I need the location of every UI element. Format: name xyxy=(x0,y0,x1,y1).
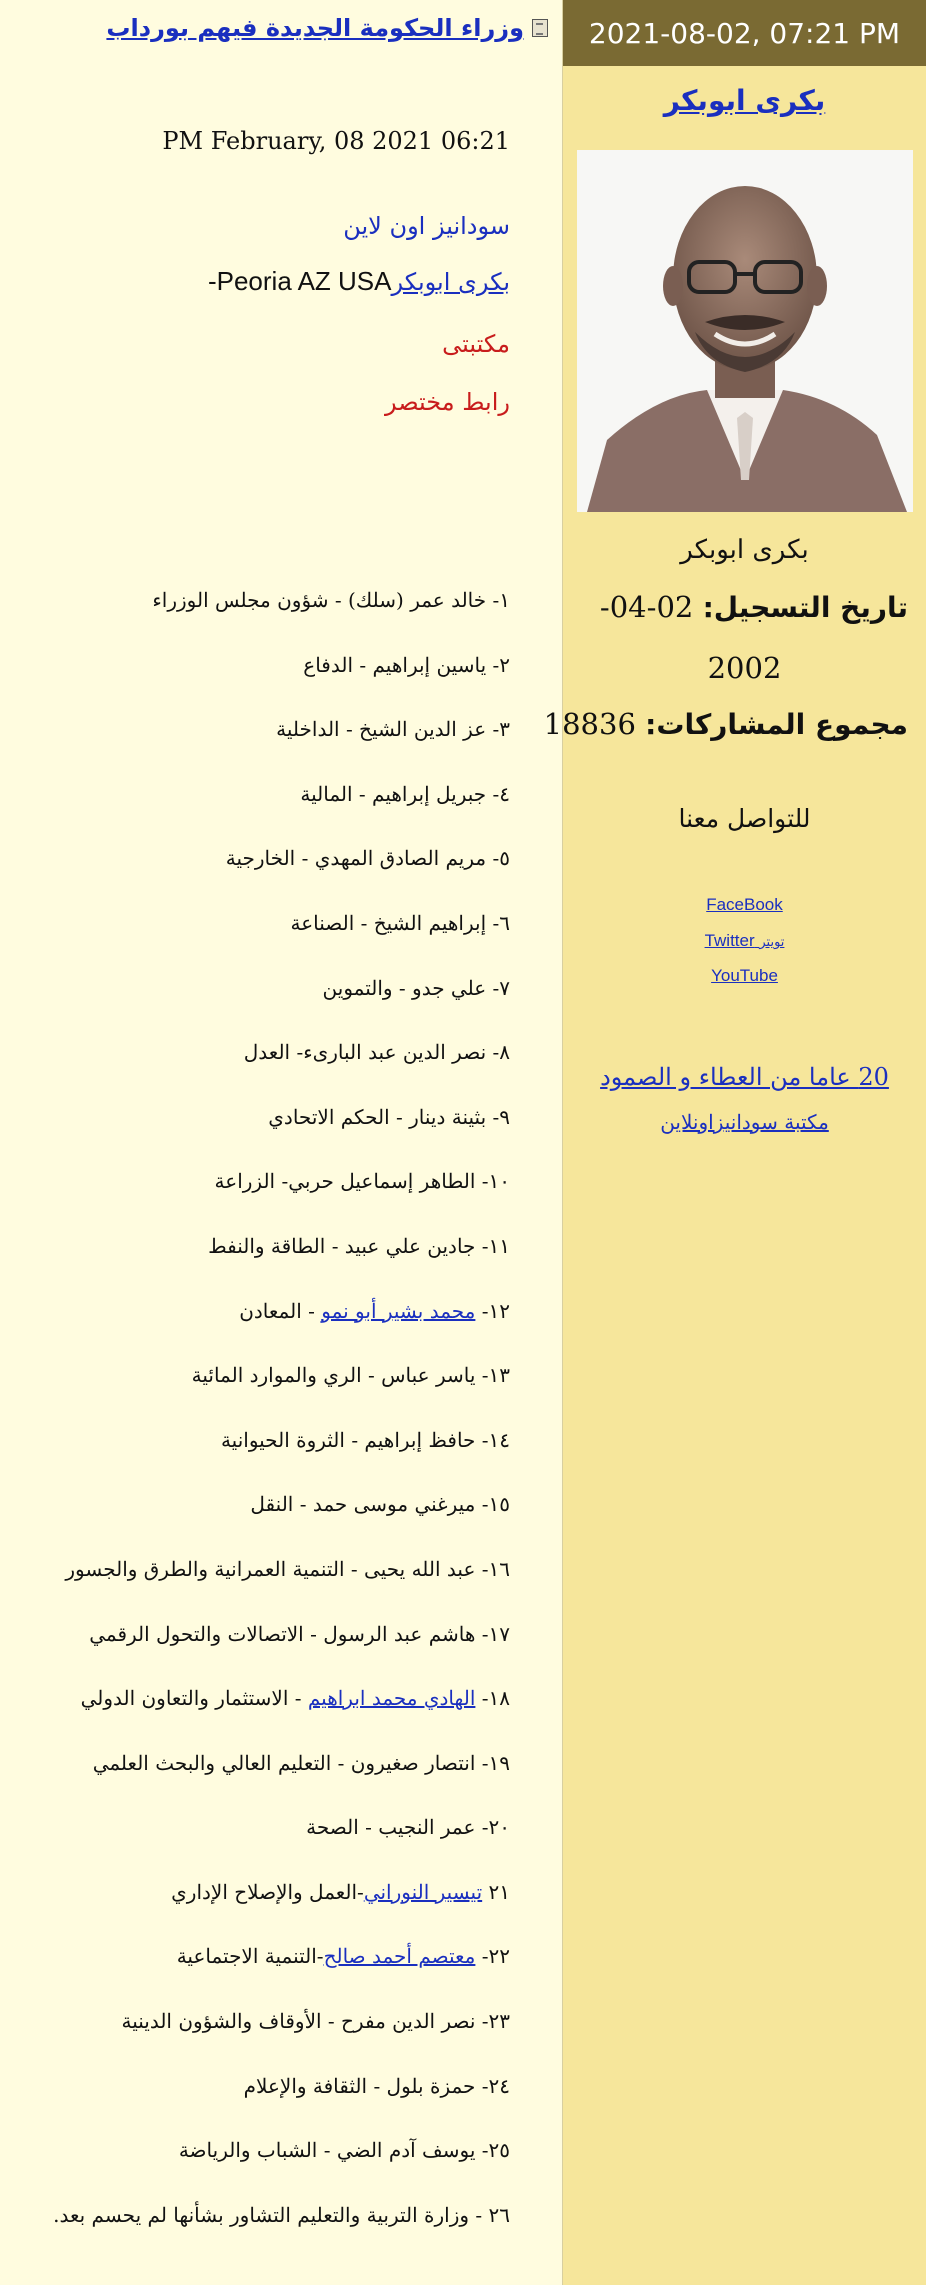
minister-item xyxy=(53,1040,510,1105)
author-line xyxy=(208,266,510,297)
minister-item xyxy=(53,1880,510,1945)
minister-text: ١٤- حافظ إبراهيم - الثروة الحيوانية xyxy=(220,1427,510,1452)
minister-item xyxy=(53,2138,510,2203)
minister-text: ٧- علي جدو - والتموين xyxy=(322,975,510,1000)
twitter-label-en: Twitter xyxy=(704,931,755,950)
author-link[interactable]: بكرى ابوبكر xyxy=(391,268,510,296)
source-link[interactable]: سودانيز اون لاين xyxy=(343,212,510,240)
username-link[interactable]: بكرى ابوبكر xyxy=(663,84,826,117)
library-sidebar-link[interactable]: مكتبة سودانيزاونلاين xyxy=(660,1110,829,1134)
profile-realname: بكرى ابوبكر xyxy=(680,535,809,565)
minister-text: ٨- نصر الدين عبد البارىء- العدل xyxy=(243,1040,510,1065)
minister-item xyxy=(53,976,510,1041)
minister-name-link[interactable]: الهادي محمد ابراهيم xyxy=(307,1686,476,1711)
minister-text: ١٠- الطاهر إسماعيل حربي- الزراعة xyxy=(214,1169,510,1194)
avatar[interactable] xyxy=(577,150,913,512)
minister-item xyxy=(53,1751,510,1816)
minister-name-link[interactable]: معتصم أحمد صالح xyxy=(323,1944,476,1969)
minister-text: ٢٣- نصر الدين مفرح - الأوقاف والشؤون الدينية xyxy=(121,2009,510,2034)
youtube-link[interactable]: YouTube xyxy=(711,966,778,985)
shortlink-link[interactable]: رابط مختصر xyxy=(385,388,510,416)
registration-year: 2002 xyxy=(707,651,782,685)
minister-text: ١- خالد عمر (سلك) - شؤون مجلس الوزراء xyxy=(152,588,510,612)
post-title-link[interactable]: وزراء الحكومة الجديدة فيهم بورداب xyxy=(106,14,524,42)
minister-portfolio: -العمل والإصلاح الإداري xyxy=(171,1879,364,1904)
minister-text: ٦- إبراهيم الشيخ - الصناعة xyxy=(290,910,510,935)
library-link[interactable]: مكتبتى xyxy=(442,330,510,358)
ministers-list xyxy=(53,588,510,2267)
minister-text: ٢٥- يوسف آدم الضي - الشباب والرياضة xyxy=(178,2138,510,2163)
minister-portfolio: - المعادن xyxy=(239,1298,322,1323)
minister-text: ١٣- ياسر عباس - الري والموارد المائية xyxy=(191,1363,510,1388)
author-location: Peoria AZ USA- xyxy=(207,266,392,296)
minister-item xyxy=(53,782,510,847)
minister-text: ٢٤- حمزة بلول - الثقافة والإعلام xyxy=(243,2073,510,2098)
post-date: PM February, 08 2021 06:21 xyxy=(162,127,510,155)
minister-item xyxy=(53,911,510,976)
minister-item xyxy=(53,2203,510,2268)
minister-text: ١٥- ميرغني موسى حمد - النقل xyxy=(250,1492,510,1517)
minister-item xyxy=(53,846,510,911)
minister-text: ٣- عز الدين الشيخ - الداخلية xyxy=(276,717,510,742)
contact-us-title: للتواصل معنا xyxy=(678,804,811,833)
registration-value: 02-04- xyxy=(599,590,694,624)
minister-text: ٤- جبريل إبراهيم - المالية xyxy=(300,781,510,806)
minister-item xyxy=(53,1492,510,1557)
minister-item xyxy=(53,1557,510,1622)
minister-name-link[interactable]: تيسير النوراني xyxy=(363,1879,483,1904)
post-count-label: مجموع المشاركات: xyxy=(645,708,908,741)
minister-text: ٢- ياسين إبراهيم - الدفاع xyxy=(303,652,510,677)
minister-item xyxy=(53,1815,510,1880)
minister-text: ١٩- انتصار صغيرون - التعليم العالي والبحث العلمي xyxy=(92,1750,510,1775)
twitter-item xyxy=(563,931,926,951)
minister-item xyxy=(53,2074,510,2139)
minister-item xyxy=(53,2009,510,2074)
minister-item xyxy=(53,588,510,653)
minister-text: ١١- جادين علي عبيد - الطاقة والنفط xyxy=(208,1233,510,1258)
minister-text: ٥- مريم الصادق المهدي - الخارجية xyxy=(225,846,510,871)
minister-item xyxy=(53,1363,510,1428)
minister-text: ١٦- عبد الله يحيى - التنمية العمرانية والطرق والجسور xyxy=(65,1556,510,1581)
minister-item xyxy=(53,1686,510,1751)
minister-item xyxy=(53,1234,510,1299)
minister-item xyxy=(53,1622,510,1687)
minister-number: ١٢- xyxy=(475,1298,510,1323)
minister-text: ٢٦ - وزارة التربية والتعليم التشاور بشأنها لم يحسم بعد. xyxy=(53,2202,510,2227)
registration-label: تاريخ التسجيل: xyxy=(702,591,908,624)
minister-number: ١٨- xyxy=(475,1686,510,1711)
minister-item xyxy=(53,1944,510,2009)
minister-item xyxy=(53,653,510,718)
profile-sidebar xyxy=(543,0,926,2285)
youtube-item xyxy=(563,966,926,986)
minister-item xyxy=(53,1169,510,1234)
minister-name-link[interactable]: محمد بشير أبو نمو xyxy=(321,1298,476,1323)
minister-portfolio: - الاستثمار والتعاون الدولي xyxy=(80,1686,308,1711)
minister-text: ٢٠- عمر النجيب - الصحة xyxy=(306,1815,510,1840)
post-datetime-bar: 2021-08-02, 07:21 PM xyxy=(563,0,926,66)
minister-item xyxy=(53,1299,510,1364)
minister-number: ٢١ xyxy=(482,1879,510,1904)
minister-text: ١٧- هاشم عبد الرسول - الاتصالات والتحول الرقمي xyxy=(89,1621,510,1646)
minister-number: ٢٢- xyxy=(475,1944,510,1969)
twitter-label-ar: تويتر xyxy=(759,934,785,949)
minister-item xyxy=(53,717,510,782)
facebook-item xyxy=(563,895,926,915)
facebook-link[interactable]: FaceBook xyxy=(706,895,783,914)
post-title xyxy=(106,14,548,42)
document-icon xyxy=(532,19,548,37)
minister-item xyxy=(53,1105,510,1170)
post-count xyxy=(544,707,908,741)
minister-item xyxy=(53,1428,510,1493)
minister-text: ٩- بثينة دينار - الحكم الاتحادي xyxy=(268,1104,510,1129)
minister-portfolio: -التنمية الاجتماعية xyxy=(176,1944,324,1969)
anniversary-link[interactable]: 20 عاما من العطاء و الصمود xyxy=(600,1063,889,1091)
registration-date xyxy=(600,590,908,624)
post-count-value: 18836 xyxy=(543,707,636,741)
twitter-link[interactable] xyxy=(705,931,785,950)
